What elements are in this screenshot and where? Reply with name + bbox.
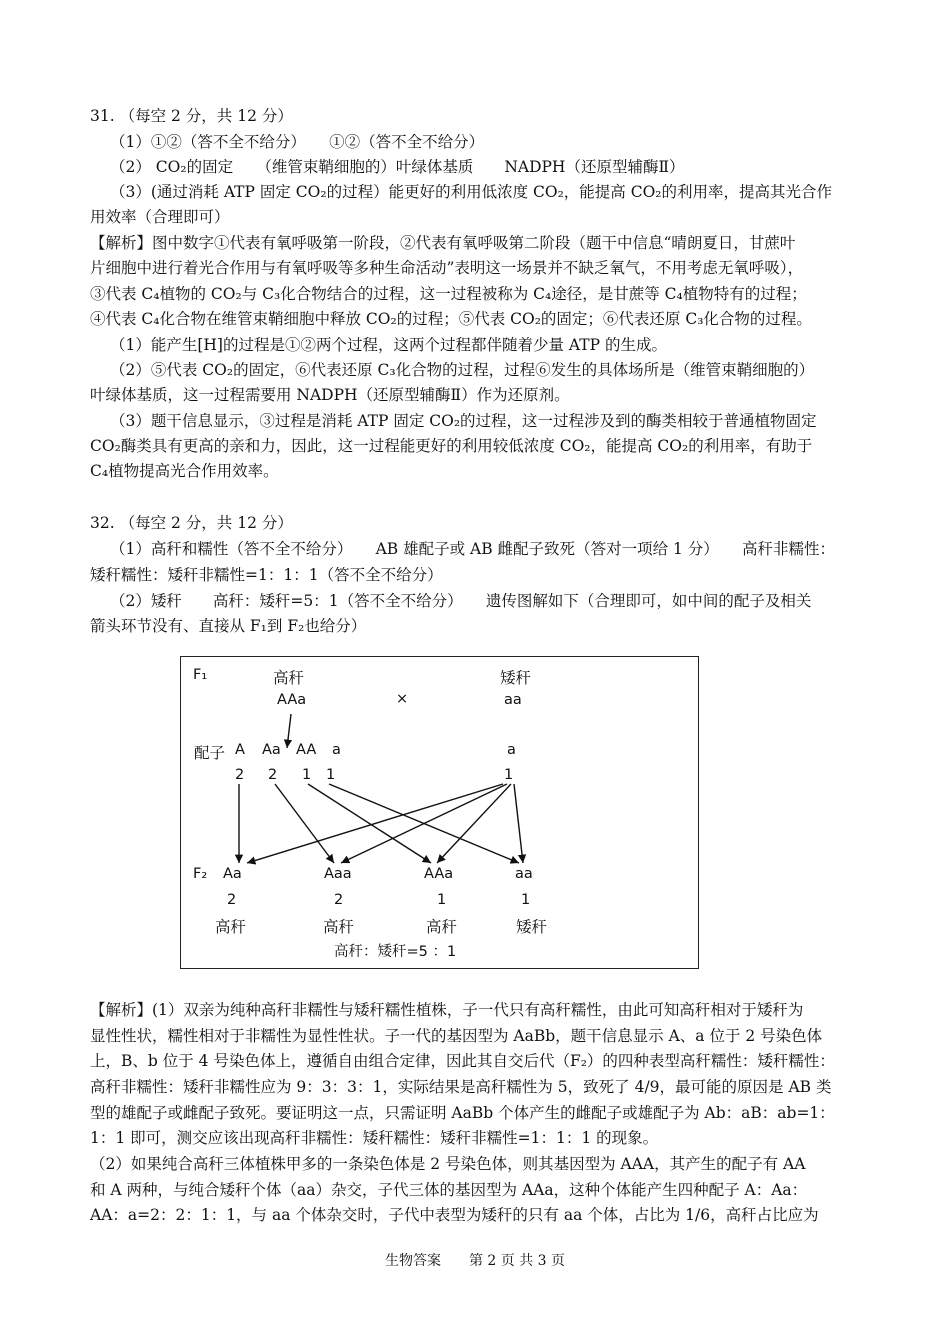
arrow-AA-to-AAa (308, 784, 431, 863)
q32-explain-2: 显性性状，糯性相对于非糯性为显性性状。子一代的基因型为 AaBb，题干信息显示 A、a 位于 2 号染色体 (90, 1027, 823, 1045)
offspring-phenotype-4: 矮秆 (516, 918, 548, 936)
q32-explain-1: 【解析】(1）双亲为纯种高秆非糯性与矮秆糯性植株，子一代只有高秆糯性，由此可知高秆相对于矮秆为 (90, 1001, 804, 1019)
arrow-ma-to-AAa (437, 784, 511, 863)
page-footer: 生物答案 第 2 页 共 3 页 (384, 1253, 566, 1269)
gamete-Aa: Aa (262, 742, 281, 758)
parent2-genotype: aa (504, 692, 522, 708)
q31-explain-6: （2）⑤代表 CO₂的固定，⑥代表还原 C₃化合物的过程，过程⑥发生的具体场所是（维管束鞘细胞的） (110, 361, 815, 379)
f2-label: F₂ (193, 866, 208, 882)
q32-explain-9: AA：a=2：2：1：1，与 aa 个体杂交时，子代中表型为矮秆的只有 aa 个体，占比为 1/6，高秆占比应为 (90, 1206, 819, 1224)
phenotype-ratio: 高秆：矮秆=5 ：1 (334, 944, 457, 960)
q32-explain-4: 高秆非糯性：矮秆非糯性应为 9：3：3：1，实际结果是高秆糯性为 5，致死了 4/9，最可能的原因是 AB 类 (90, 1078, 832, 1096)
parent1-genotype: AAa (277, 692, 307, 708)
arrow-ma-to-Aa (247, 784, 503, 863)
parent1-phenotype: 高秆 (273, 669, 305, 687)
gamete-ratio-Aa: 2 (268, 767, 278, 783)
q32-answer-2a: （2）矮秆 高秆：矮秆=5：1（答不全不给分） 遗传图解如下（合理即可，如中间的配子及相关 (110, 592, 812, 610)
q32-answer-1a: （1）高秆和糯性（答不全不给分） AB 雄配子或 AB 雌配子致死（答对一项给 1 分） 高秆非糯性： (110, 540, 836, 558)
gamete-A: A (235, 742, 245, 758)
q32-explain-6: 1：1 即可，测交应该出现高秆非糯性：矮秆糯性：矮秆非糯性=1：1：1 的现象。 (90, 1129, 659, 1147)
q31-answer-1: （1）①②（答不全不给分） ①②（答不全不给分） (110, 133, 485, 151)
gamete-a: a (332, 742, 341, 758)
q32-heading: 32. （每空 2 分，共 12 分） (90, 514, 293, 532)
q32-explain-7: （2）如果纯合高秆三体植株甲多的一条染色体是 2 号染色体，则其基因型为 AAA，其产生的配子有 AA (90, 1155, 806, 1173)
q32-explain-8: 和 A 两种，与纯合矮秆个体（aa）杂交，子代三体的基因型为 AAa，这种个体能产生四种配子 A：Aa： (90, 1181, 808, 1199)
offspring-AAa: AAa (424, 866, 454, 882)
offspring-aa: aa (515, 866, 533, 882)
q32-answer-1b: 矮秆糯性：矮秆非糯性=1：1：1（答不全不给分） (90, 566, 443, 584)
q32-explain-5: 型的雄配子或雌配子致死。要证明这一点，只需证明 AaBb 个体产生的雌配子或雄配子为 Ab：aB：ab=1： (90, 1104, 835, 1122)
offspring-count-1: 2 (227, 892, 237, 908)
f1-label: F₁ (193, 667, 208, 683)
q31-explain-5: （1）能产生[H]的过程是①②两个过程，这两个过程都伴随着少量 ATP 的生成。 (110, 336, 667, 354)
arrow-ma-to-aa (514, 784, 523, 863)
q31-answer-2: （2） CO₂的固定 （维管束鞘细胞的）叶绿体基质 NADPH（还原型辅酶Ⅱ） (110, 158, 685, 176)
q31-explain-8: （3）题干信息显示，③过程是消耗 ATP 固定 CO₂的过程，这一过程涉及到的酶类相较于普通植物固定 (110, 412, 817, 430)
cross-symbol: × (396, 691, 409, 707)
q31-explain-4: ④代表 C₄化合物在维管束鞘细胞中释放 CO₂的过程；⑤代表 CO₂的固定；⑥代表还原 C₃化合物的过程。 (90, 310, 812, 328)
parent2-phenotype: 矮秆 (500, 669, 532, 687)
offspring-phenotype-2: 高秆 (323, 918, 355, 936)
q31-explain-7: 叶绿体基质，这一过程需要用 NADPH（还原型辅酶Ⅱ）作为还原剂。 (90, 386, 570, 404)
gamete-ratio-a: 1 (326, 767, 336, 783)
offspring-count-4: 1 (521, 892, 531, 908)
q31-answer-3a: （3）(通过消耗 ATP 固定 CO₂的过程）能更好的利用低浓度 CO₂，能提高 CO₂的利用率，提高其光合作 (110, 183, 833, 201)
q32-answer-2b: 箭头环节没有、直接从 F₁到 F₂也给分） (90, 617, 367, 635)
offspring-count-3: 1 (437, 892, 447, 908)
gamete-label: 配子 (194, 744, 226, 762)
gamete-ratio-male-a: 1 (504, 767, 514, 783)
q31-explain-3: ③代表 C₄植物的 CO₂与 C₃化合物结合的过程，这一过程被称为 C₄途径，是甘蔗等 C₄植物特有的过程； (90, 285, 807, 303)
q32-explain-3: 上，B、b 位于 4 号染色体上，遵循自由组合定律，因此其自交后代（F₂）的四种表型高秆糯性：矮秆糯性： (90, 1052, 835, 1070)
gamete-ratio-AA: 1 (302, 767, 312, 783)
offspring-Aaa: Aaa (324, 866, 352, 882)
arrow-ma-to-Aaa (341, 784, 507, 863)
offspring-count-2: 2 (334, 892, 344, 908)
offspring-phenotype-3: 高秆 (426, 918, 458, 936)
gamete-male-a: a (507, 742, 516, 758)
genetic-cross-diagram (180, 656, 699, 969)
offspring-Aa: Aa (223, 866, 242, 882)
offspring-phenotype-1: 高秆 (215, 918, 247, 936)
gamete-AA: AA (296, 742, 317, 758)
q31-answer-3b: 用效率（合理即可） (90, 208, 230, 226)
q31-explain-10: C₄植物提高光合作用效率。 (90, 462, 279, 480)
arrow-f1-to-gametes (287, 714, 291, 748)
gamete-ratio-A: 2 (235, 767, 245, 783)
q31-explain-1: 【解析】图中数字①代表有氧呼吸第一阶段，②代表有氧呼吸第二阶段（题干中信息“晴朗夏日，甘蔗叶 (90, 234, 796, 252)
q31-explain-2: 片细胞中进行着光合作用与有氧呼吸等多种生命活动”表明这一场景并不缺乏氧气，不用考虑无氧呼吸）， (90, 259, 804, 277)
q31-explain-9: CO₂酶类具有更高的亲和力，因此，这一过程能更好的利用较低浓度 CO₂，能提高 CO₂的利用率，有助于 (90, 437, 813, 455)
q31-heading: 31. （每空 2 分，共 12 分） (90, 107, 293, 125)
